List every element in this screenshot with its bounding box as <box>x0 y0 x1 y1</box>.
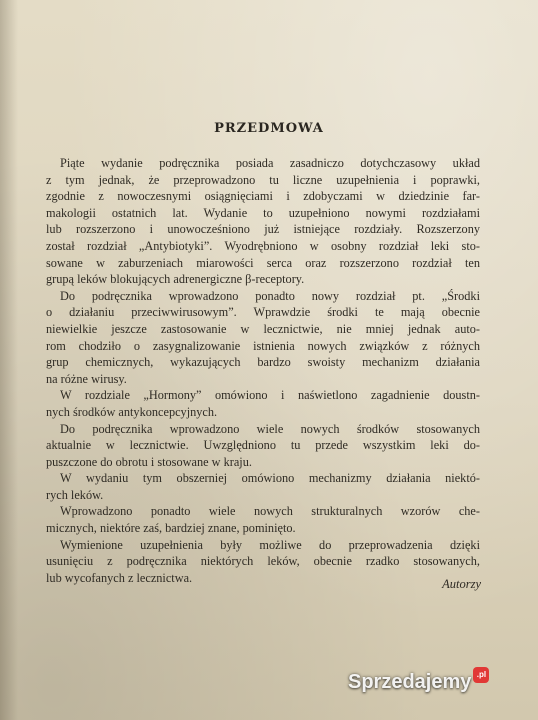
text-line: W wydaniu tym obszerniej omówiono mechanizmy działania niektó- <box>60 471 480 486</box>
watermark-badge: .pl <box>473 667 489 683</box>
text-line: został rozdział „Antybiotyki”. Wyodrębniono w osobny rozdział leki sto- <box>46 238 480 253</box>
text-line: makologii ostatnich lat. Wydanie to uzupełniono nowymi rozdziałami <box>46 205 480 220</box>
text-line: rom chodziło o zasygnalizowanie istnienia nowych związków z różnych <box>46 338 480 353</box>
text-line: nych środków antykoncepcyjnych. <box>46 404 218 419</box>
text-line: grup chemicznych, wykazujących bardzo swoisty mechanizm działania <box>46 355 480 370</box>
text-line: Piąte wydanie podręcznika posiada zasadniczo dotychczasowy układ <box>60 156 480 170</box>
text-line: rych leków. <box>46 487 104 502</box>
text-line: micznych, niektóre zaś, bardziej znane, pominięto. <box>46 521 296 536</box>
text-line: na różne wirusy. <box>46 371 127 386</box>
text-line: lub wycofanych z lecznictwa. <box>46 570 193 585</box>
site-watermark <box>348 671 489 694</box>
text-line: o działaniu przeciwwirusowym”. Wprawdzie środki te mają obecnie <box>46 305 480 320</box>
text-line: puszczone do obrotu i stosowane w kraju. <box>46 454 252 469</box>
preface-text <box>46 155 480 586</box>
text-line: Wprowadzono ponadto wiele nowych strukturalnych wzorów che- <box>60 504 480 519</box>
watermark-text: Sprzedajemy <box>348 671 472 693</box>
text-line: Do podręcznika wprowadzono ponadto nowy rozdział pt. „Środki <box>60 288 480 303</box>
text-line: z tym jednak, że przeprowadzono tu liczne uzupełnienia i poprawki, <box>46 172 480 187</box>
text-line: aktualnie w lecznictwie. Uwzględniono tu przede wszystkim leki do- <box>46 438 480 453</box>
text-line: usunięciu z podręcznika niektórych leków, obecnie rzadko stosowanych, <box>46 554 480 569</box>
text-line: zgodnie z nowoczesnymi osiągnięciami i zdobyczami w dziedzinie far- <box>46 189 480 204</box>
text-line: sowane w zaburzeniach miarowości serca oraz rozszerzono rozdział ten <box>46 255 480 270</box>
text-line: niewielkie jeszcze zastosowanie w lecznictwie, nie mniej jednak auto- <box>46 321 480 336</box>
text-line: grupą leków blokujących adrenergiczne β-receptory. <box>46 272 305 287</box>
text-line: Wymienione uzupełnienia były możliwe do przeprowadzenia dzięki <box>60 537 480 552</box>
text-line: Do podręcznika wprowadzono wiele nowych środków stosowanych <box>60 421 480 436</box>
page-title: PRZEDMOWA <box>214 121 324 136</box>
signature: Autorzy <box>442 577 481 591</box>
page-spine-shadow <box>0 0 18 720</box>
text-line: W rozdziale „Hormony” omówiono i naświetlono zagadnienie doustn- <box>60 388 480 403</box>
text-line: lub rozszerzono i unowocześniono już istniejące rozdziały. Rozszerzony <box>46 222 480 237</box>
